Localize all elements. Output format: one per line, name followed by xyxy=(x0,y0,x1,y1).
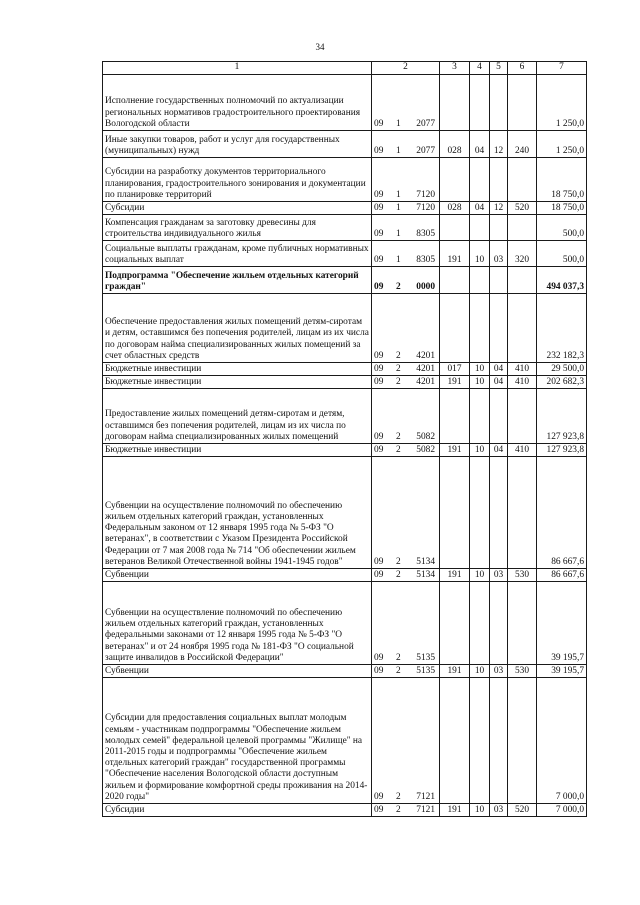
code-part: 09 xyxy=(374,118,384,129)
row-amount: 1 250,0 xyxy=(537,75,587,131)
row-section: 10 xyxy=(470,804,490,817)
row-admin-code xyxy=(440,215,470,241)
row-admin-code xyxy=(440,158,470,202)
row-amount: 127 923,8 xyxy=(537,389,587,444)
table-row xyxy=(103,215,587,241)
row-subsection: 03 xyxy=(490,804,508,817)
row-target-code xyxy=(372,569,440,582)
row-target-code xyxy=(372,241,440,267)
table-row xyxy=(103,158,587,202)
row-admin-code: 191 xyxy=(440,569,470,582)
row-expense-type: 410 xyxy=(508,363,537,376)
row-section: 10 xyxy=(470,569,490,582)
code-part: 2077 xyxy=(416,118,435,129)
row-target-code xyxy=(372,158,440,202)
table-row xyxy=(103,457,587,569)
row-section: 10 xyxy=(470,363,490,376)
row-amount: 7 000,0 xyxy=(537,804,587,817)
code-part: 09 xyxy=(374,444,384,455)
row-admin-code: 191 xyxy=(440,804,470,817)
code-part: 4201 xyxy=(416,363,435,374)
row-name: Бюджетные инвестиции xyxy=(103,376,372,389)
row-admin-code xyxy=(440,75,470,131)
row-admin-code xyxy=(440,457,470,569)
table-row xyxy=(103,267,587,294)
code-part: 1 xyxy=(395,202,401,213)
row-target-code xyxy=(372,131,440,158)
row-amount: 7 000,0 xyxy=(537,678,587,804)
row-name: Субвенции xyxy=(103,665,372,678)
row-subsection: 03 xyxy=(490,569,508,582)
code-part: 2 xyxy=(395,791,401,802)
column-header: 3 xyxy=(440,62,470,75)
row-expense-type: 410 xyxy=(508,376,537,389)
row-admin-code: 191 xyxy=(440,376,470,389)
row-amount: 127 923,8 xyxy=(537,444,587,457)
row-subsection: 04 xyxy=(490,363,508,376)
row-section xyxy=(470,457,490,569)
row-admin-code: 191 xyxy=(440,241,470,267)
row-expense-type: 520 xyxy=(508,202,537,215)
row-section xyxy=(470,75,490,131)
table-row xyxy=(103,75,587,131)
row-name: Предоставление жилых помещений детям-сиротам и детям, оставшимся без попечения родителей, лицам из их числа по договорам найма специализированных жилых помещений xyxy=(103,389,372,444)
code-part: 09 xyxy=(374,189,384,200)
row-subsection xyxy=(490,582,508,665)
code-part: 2 xyxy=(395,569,401,580)
row-amount: 500,0 xyxy=(537,215,587,241)
code-part: 5134 xyxy=(416,556,435,567)
row-name: Субсидии для предоставления социальных выплат молодым семьям - участникам подпрограммы "Обеспечение жильем молодых семей" федеральной целевой программы "Жилище" на 2011-2015 годы и подпрограммы "Обеспечение жильем отдельных категорий граждан" государственной программы "Обеспечение населения Вологодской области доступным жильем и формирование комфортной среды проживания на 2014-2020 годы" xyxy=(103,678,372,804)
code-part: 2 xyxy=(395,363,401,374)
row-target-code xyxy=(372,267,440,294)
page-number: 34 xyxy=(315,42,325,52)
row-expense-type: 530 xyxy=(508,665,537,678)
row-target-code xyxy=(372,75,440,131)
code-part: 09 xyxy=(374,376,384,387)
row-target-code xyxy=(372,389,440,444)
row-admin-code xyxy=(440,389,470,444)
code-part: 5135 xyxy=(416,665,435,676)
row-expense-type xyxy=(508,267,537,294)
row-section xyxy=(470,267,490,294)
code-part: 2 xyxy=(395,350,401,361)
row-name: Субвенции на осуществление полномочий по обеспечению жильем отдельных категорий граждан, установленных Федеральным законом от 12 января 1995 года № 5-ФЗ "О ветеранах", в соответствии с Указом Президента Российской Федерации от 7 мая 2008 года № 714 "Об обеспечении жильем ветеранов Великой Отечественной войны 1941-1945 годов" xyxy=(103,457,372,569)
code-part: 09 xyxy=(374,665,384,676)
row-name: Субсидии xyxy=(103,804,372,817)
row-section: 10 xyxy=(470,444,490,457)
row-admin-code: 028 xyxy=(440,202,470,215)
row-expense-type xyxy=(508,158,537,202)
table-row xyxy=(103,131,587,158)
row-section xyxy=(470,294,490,363)
row-name: Бюджетные инвестиции xyxy=(103,444,372,457)
table-row xyxy=(103,363,587,376)
column-header-row xyxy=(103,62,587,75)
table-row xyxy=(103,444,587,457)
column-header: 6 xyxy=(508,62,537,75)
code-part: 09 xyxy=(374,804,384,815)
code-part: 1 xyxy=(395,189,401,200)
row-amount: 39 195,7 xyxy=(537,665,587,678)
code-part: 2 xyxy=(395,444,401,455)
row-subsection: 03 xyxy=(490,241,508,267)
row-target-code xyxy=(372,202,440,215)
row-name: Субсидии xyxy=(103,202,372,215)
row-expense-type xyxy=(508,389,537,444)
code-part: 2 xyxy=(395,281,401,292)
code-part: 1 xyxy=(395,228,401,239)
row-expense-type xyxy=(508,678,537,804)
code-part: 0000 xyxy=(416,281,435,292)
code-part: 09 xyxy=(374,431,384,442)
row-target-code xyxy=(372,804,440,817)
code-part: 5135 xyxy=(416,652,435,663)
code-part: 09 xyxy=(374,145,384,156)
row-target-code xyxy=(372,582,440,665)
code-part: 7121 xyxy=(416,804,435,815)
code-part: 2 xyxy=(395,652,401,663)
code-part: 8305 xyxy=(416,254,435,265)
row-subsection: 03 xyxy=(490,665,508,678)
code-part: 7121 xyxy=(416,791,435,802)
row-subsection xyxy=(490,457,508,569)
code-part: 09 xyxy=(374,556,384,567)
row-admin-code xyxy=(440,582,470,665)
row-expense-type: 410 xyxy=(508,444,537,457)
row-expense-type: 320 xyxy=(508,241,537,267)
row-amount: 39 195,7 xyxy=(537,582,587,665)
row-target-code xyxy=(372,665,440,678)
row-name: Исполнение государственных полномочий по актуализации региональных нормативов градостроительного проектирования Вологодской области xyxy=(103,75,372,131)
row-admin-code: 028 xyxy=(440,131,470,158)
code-part: 2 xyxy=(395,804,401,815)
row-name: Субвенции на осуществление полномочий по обеспечению жильем отдельных категорий граждан, установленных федеральными законами от 12 января 1995 года № 5-ФЗ "О ветеранах" и от 24 ноября 1995 года № 181-ФЗ "О социальной защите инвалидов в Российской Федерации" xyxy=(103,582,372,665)
row-admin-code xyxy=(440,267,470,294)
table-row xyxy=(103,665,587,678)
row-section xyxy=(470,158,490,202)
row-expense-type: 240 xyxy=(508,131,537,158)
row-amount: 1 250,0 xyxy=(537,131,587,158)
table-row xyxy=(103,678,587,804)
row-admin-code: 017 xyxy=(440,363,470,376)
row-expense-type: 520 xyxy=(508,804,537,817)
row-target-code xyxy=(372,294,440,363)
row-expense-type: 530 xyxy=(508,569,537,582)
code-part: 1 xyxy=(395,118,401,129)
budget-table xyxy=(102,61,587,817)
code-part: 5134 xyxy=(416,569,435,580)
row-section xyxy=(470,215,490,241)
row-name: Социальные выплаты гражданам, кроме публичных нормативных социальных выплат xyxy=(103,241,372,267)
row-name: Подпрограмма "Обеспечение жильем отдельных категорий граждан" xyxy=(103,267,372,294)
row-section: 04 xyxy=(470,202,490,215)
code-part: 5082 xyxy=(416,431,435,442)
row-admin-code xyxy=(440,678,470,804)
table-row xyxy=(103,202,587,215)
table-row xyxy=(103,569,587,582)
code-part: 1 xyxy=(395,254,401,265)
row-target-code xyxy=(372,678,440,804)
row-admin-code xyxy=(440,294,470,363)
table-row xyxy=(103,389,587,444)
column-header: 4 xyxy=(470,62,490,75)
row-section xyxy=(470,582,490,665)
row-subsection xyxy=(490,678,508,804)
row-amount: 18 750,0 xyxy=(537,202,587,215)
row-subsection xyxy=(490,215,508,241)
code-part: 09 xyxy=(374,569,384,580)
row-name: Иные закупки товаров, работ и услуг для государственных (муниципальных) нужд xyxy=(103,131,372,158)
row-expense-type xyxy=(508,457,537,569)
row-name: Обеспечение предоставления жилых помещений детям-сиротам и детям, оставшимся без попечения родителей, лицам из их числа по договорам найма специализированных жилых помещений за счет областных средств xyxy=(103,294,372,363)
row-expense-type xyxy=(508,582,537,665)
row-section xyxy=(470,389,490,444)
code-part: 2 xyxy=(395,376,401,387)
row-admin-code: 191 xyxy=(440,665,470,678)
code-part: 7120 xyxy=(416,189,435,200)
code-part: 09 xyxy=(374,363,384,374)
code-part: 09 xyxy=(374,254,384,265)
row-subsection xyxy=(490,158,508,202)
row-target-code xyxy=(372,457,440,569)
row-subsection: 12 xyxy=(490,202,508,215)
row-target-code xyxy=(372,376,440,389)
table-row xyxy=(103,241,587,267)
code-part: 09 xyxy=(374,228,384,239)
row-amount: 86 667,6 xyxy=(537,457,587,569)
column-header: 1 xyxy=(103,62,372,75)
row-name: Компенсация гражданам за заготовку древесины для строительства индивидуального жилья xyxy=(103,215,372,241)
code-part: 09 xyxy=(374,281,384,292)
code-part: 2077 xyxy=(416,145,435,156)
code-part: 09 xyxy=(374,350,384,361)
row-section: 04 xyxy=(470,131,490,158)
row-subsection xyxy=(490,75,508,131)
row-amount: 494 037,3 xyxy=(537,267,587,294)
table-row xyxy=(103,294,587,363)
row-section: 10 xyxy=(470,376,490,389)
row-subsection: 04 xyxy=(490,444,508,457)
row-target-code xyxy=(372,444,440,457)
row-subsection: 12 xyxy=(490,131,508,158)
row-expense-type xyxy=(508,75,537,131)
code-part: 1 xyxy=(395,145,401,156)
code-part: 8305 xyxy=(416,228,435,239)
code-part: 4201 xyxy=(416,350,435,361)
row-amount: 18 750,0 xyxy=(537,158,587,202)
row-name: Субсидии на разработку документов территориального планирования, градостроительного зонирования и документации по планировке территорий xyxy=(103,158,372,202)
row-subsection xyxy=(490,294,508,363)
code-part: 2 xyxy=(395,556,401,567)
row-subsection: 04 xyxy=(490,376,508,389)
code-part: 7120 xyxy=(416,202,435,213)
column-header: 5 xyxy=(490,62,508,75)
column-header: 2 xyxy=(372,62,440,75)
row-section: 10 xyxy=(470,665,490,678)
row-target-code xyxy=(372,363,440,376)
code-part: 09 xyxy=(374,202,384,213)
row-section: 10 xyxy=(470,241,490,267)
row-amount: 86 667,6 xyxy=(537,569,587,582)
row-name: Субвенции xyxy=(103,569,372,582)
column-header: 7 xyxy=(537,62,587,75)
row-subsection xyxy=(490,389,508,444)
code-part: 2 xyxy=(395,431,401,442)
code-part: 4201 xyxy=(416,376,435,387)
row-amount: 500,0 xyxy=(537,241,587,267)
row-amount: 202 682,3 xyxy=(537,376,587,389)
row-amount: 232 182,3 xyxy=(537,294,587,363)
table-row xyxy=(103,376,587,389)
row-expense-type xyxy=(508,215,537,241)
row-amount: 29 500,0 xyxy=(537,363,587,376)
table-row xyxy=(103,804,587,817)
row-name: Бюджетные инвестиции xyxy=(103,363,372,376)
row-target-code xyxy=(372,215,440,241)
row-section xyxy=(470,678,490,804)
row-admin-code: 191 xyxy=(440,444,470,457)
row-expense-type xyxy=(508,294,537,363)
row-subsection xyxy=(490,267,508,294)
code-part: 09 xyxy=(374,652,384,663)
code-part: 09 xyxy=(374,791,384,802)
code-part: 2 xyxy=(395,665,401,676)
table-row xyxy=(103,582,587,665)
code-part: 5082 xyxy=(416,444,435,455)
